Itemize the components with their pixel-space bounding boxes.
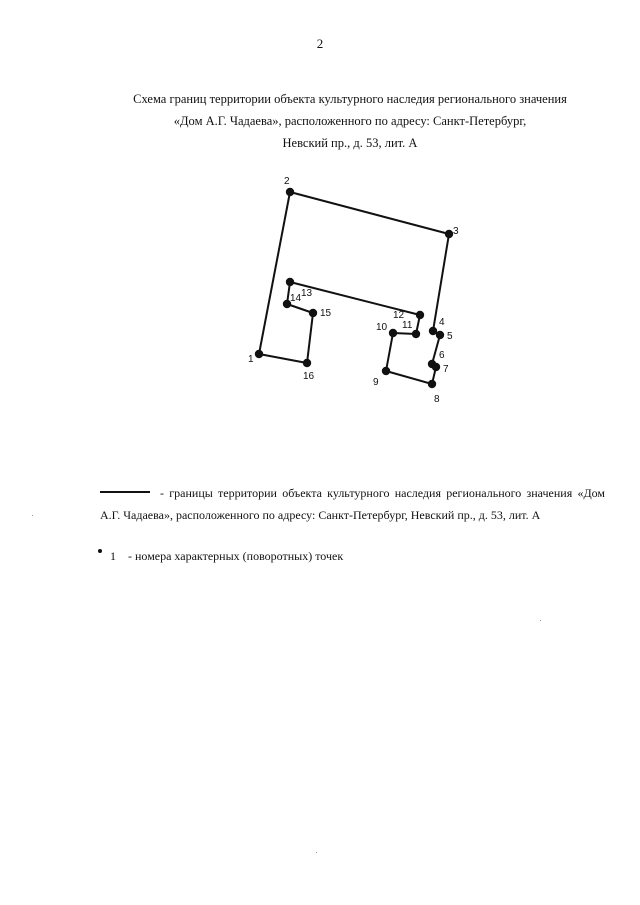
legend-points [98,547,343,565]
scan-speck [316,852,317,853]
boundary-point-9 [382,367,390,375]
title-line-3: Невский пр., д. 53, лит. А [282,136,418,150]
legend-point-dot [98,549,102,553]
point-label-10: 10 [376,322,388,333]
legend-point-text: - номера характерных (поворотных) точек [128,549,344,563]
page-number: 2 [316,36,324,51]
boundary-point-15 [309,309,317,317]
legend-boundary-swatch [100,491,150,493]
point-label-3: 3 [453,226,459,237]
boundary-point-1 [255,350,263,358]
point-label-14: 14 [290,293,302,304]
point-label-13: 13 [301,288,313,299]
boundary-lines [259,192,449,384]
point-label-12: 12 [393,310,405,321]
boundary-point-11 [412,330,420,338]
boundary-point-3 [445,230,453,238]
boundary-segment-16 [259,354,307,363]
legend-boundary-text: - границы территории объекта культурного наследия регионального значения «Дом А.Г. Чадаева», расположенного по адресу: Санкт-Петербург, Невский пр., д. 53, лит. А [100,486,605,522]
boundary-point-10 [389,329,397,337]
boundary-point-13 [286,278,294,286]
point-label-11: 11 [402,320,413,331]
boundary-point-16 [303,359,311,367]
title-line-2: «Дом А.Г. Чадаева», расположенного по адресу: Санкт-Петербург, [173,114,527,128]
boundary-point-12 [416,311,424,319]
point-label-15: 15 [320,308,332,319]
point-label-9: 9 [373,377,379,388]
point-label-4: 4 [439,317,445,328]
point-label-5: 5 [447,331,453,342]
boundary-segment-2 [290,192,449,234]
legend-boundary [100,482,605,526]
boundary-point-7 [432,363,440,371]
legend-point-number: 1 [110,549,116,563]
title-line-1: Схема границ территории объекта культурного наследия регионального значения [133,92,567,106]
boundary-point-8 [428,380,436,388]
point-label-6: 6 [439,350,445,361]
point-label-16: 16 [303,371,315,382]
boundary-point-2 [286,188,294,196]
point-label-8: 8 [434,394,440,405]
boundary-segment-9 [386,333,393,371]
scan-speck [540,620,541,621]
point-label-7: 7 [443,364,449,375]
boundary-segment-8 [386,371,432,384]
boundary-segment-15 [307,313,313,363]
point-label-1: 1 [248,354,254,365]
scan-speck [32,515,33,516]
point-labels [248,176,459,405]
point-label-2: 2 [284,176,290,187]
boundary-point-5 [436,331,444,339]
boundary-segment-1 [259,192,290,354]
